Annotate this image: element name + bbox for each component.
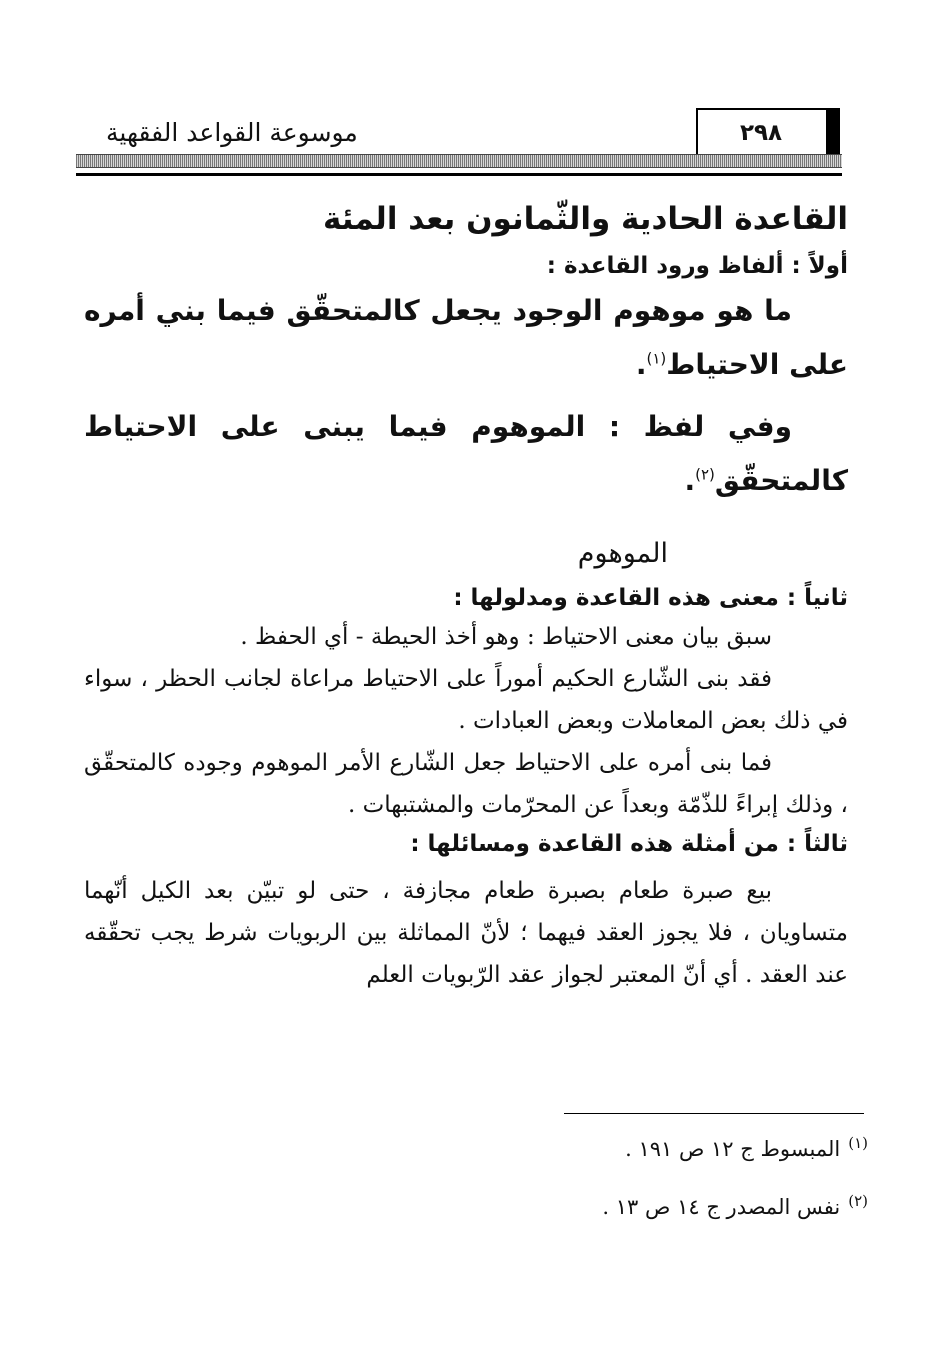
rule-text-first [84, 284, 848, 392]
footnote-mark-1: (١) [848, 1134, 868, 1152]
footnote-reference-2: (٢) [695, 465, 715, 484]
footnote-mark-2: (٢) [848, 1192, 868, 1210]
header-dotted-band [76, 154, 842, 168]
footnote-text-1: المبسوط ج ١٢ ص ١٩١ . [625, 1137, 841, 1161]
page-number: ٢٩٨ [739, 120, 783, 146]
paragraph-assumed-existence: فما بنى أمره على الاحتياط جعل الشّارع الأمر الموهوم وجوده كالمتحقّق ، وذلك إبراءً للذّمّة وبعداً عن المحرّمات والمشتبهات . [84, 750, 848, 818]
rule-text-second-main: وفي لفظ : الموهوم فيما يبنى على الاحتياط كالمتحقّق [84, 410, 848, 497]
main-content [84, 190, 848, 996]
highlighted-term: الموهوم [577, 538, 668, 569]
section-heading-first: أولاً : ألفاظ ورود القاعدة : [546, 253, 848, 279]
paragraph-precaution-meaning: سبق بيان معنى الاحتياط : وهو أخذ الحيطة - أي الحفظ . [240, 624, 772, 650]
footnote-item-1 [430, 1126, 868, 1166]
spacer [84, 392, 848, 400]
header-rule [76, 173, 842, 176]
rule-title: القاعدة الحادية والثّمانون بعد المئة [322, 201, 848, 237]
rule-text-first-main: ما هو موهوم الوجود يجعل كالمتحقّق فيما بني أمره على الاحتياط [84, 294, 848, 381]
rule-text-first-end: . [635, 348, 647, 381]
page-header [76, 106, 842, 176]
paragraph-legislator-precautions: فقد بنى الشّارع الحكيم أموراً على الاحتياط مراعاة لجانب الحظر ، سواء في ذلك بعض المعاملات وبعض العبادات . [84, 666, 848, 734]
paragraph-example: بيع صبرة طعام بصبرة طعام مجازفة ، حتى لو تبيّن بعد الكيل أنّهما متساويان ، فلا يجوز العقد فيهما ؛ لأنّ المماثلة بين الربويات شرط يجب تحقّقه عند العقد . أي أنّ المعتبر لجواز عقد الرّبويات العلم [84, 878, 848, 988]
footnote-reference-1: (١) [646, 349, 667, 368]
section-heading-second: ثانياً : معنى هذه القاعدة ومدلولها : [453, 585, 848, 611]
running-title: موسوعة القواعد الفقهية [106, 118, 358, 147]
footnote-text-2: نفس المصدر ج ١٤ ص ١٣ . [602, 1195, 841, 1219]
spacer [84, 862, 848, 870]
rule-text-second [84, 400, 848, 508]
footnote-separator [564, 1113, 864, 1114]
rule-text-second-end: . [684, 464, 696, 497]
footnote-item-2 [430, 1184, 868, 1224]
page-number-box [696, 108, 840, 158]
footnotes [430, 1126, 868, 1242]
section-heading-third: ثالثاً : من أمثلة هذه القاعدة ومسائلها : [410, 831, 848, 857]
